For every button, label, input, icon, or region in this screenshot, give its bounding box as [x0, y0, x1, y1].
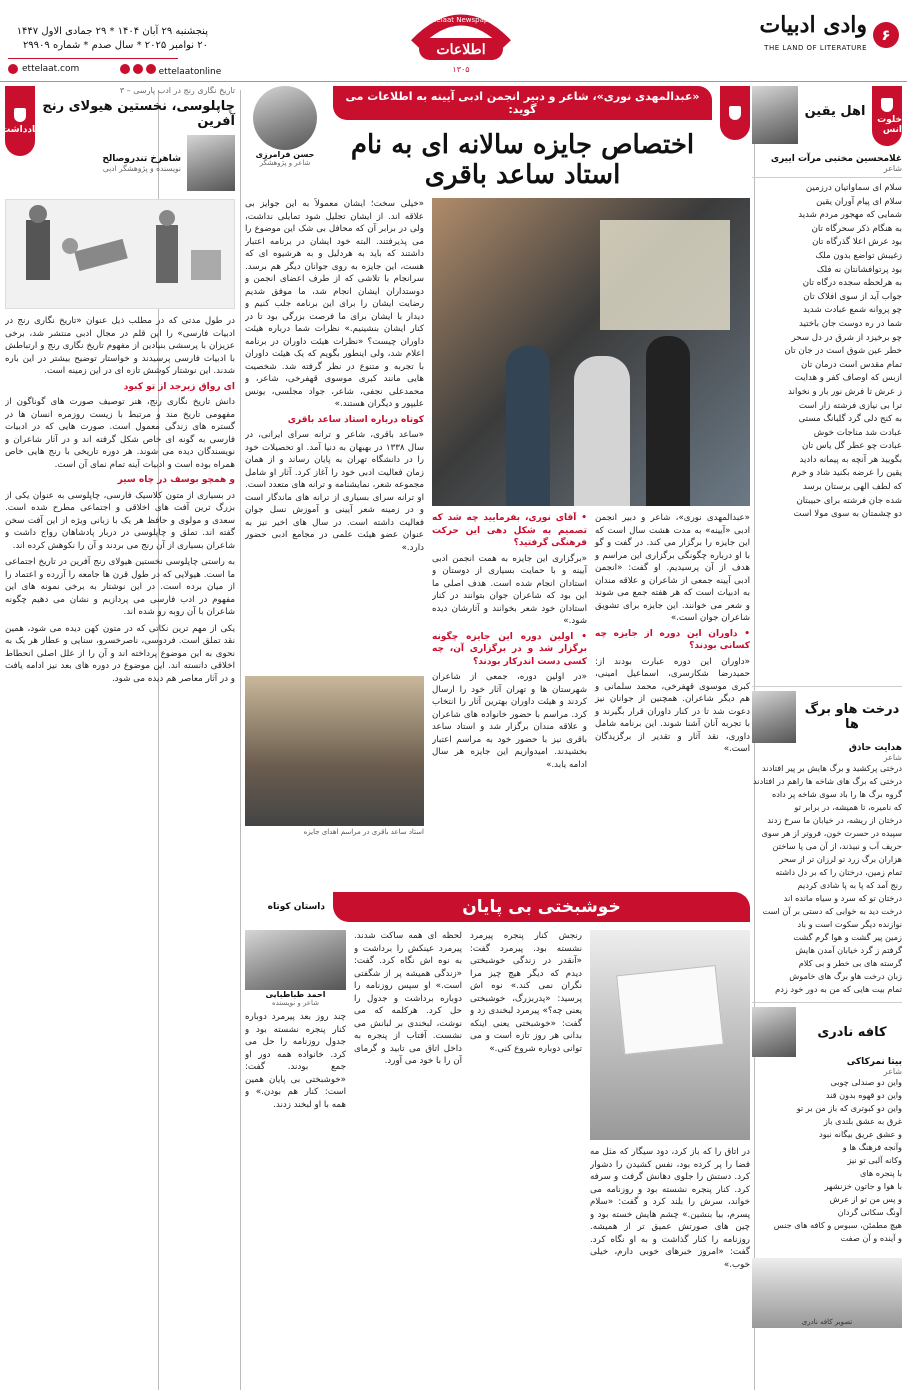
award-ceremony-photo [432, 198, 750, 506]
feature-title: اهل یقین [804, 104, 866, 119]
poem-line: گرسته های بی خطر و بی کلام [798, 958, 902, 968]
poem-line: هزاران برگ زرد تو لرزان تر از سحر [779, 854, 902, 864]
poem-line: نوازنده دیگر سکوت است و باد [797, 919, 902, 929]
poem-line: ز عرش تا فرش نور بار و نخواند [788, 386, 902, 397]
reporter-photo [253, 86, 317, 150]
poem-line: وکانه آلبی تو نیز [847, 1155, 902, 1165]
story-body-b: رنجش کنار پنجره پیرمرد نشسته بود. پیرمرد گفت: «آنقدر در زندگی خوشبختی دیدم که دیگر هیچ چیز مرا نگران نمی کند.» نوه اش پرسید: «پدربزرگ، خوشبختی یعنی چه؟» پیرمرد لبخندی زد و گفت: «خوشبختی یعنی اینکه بدانی هر روز تازه است و می توانی دوباره شروع کنی.» [470, 931, 582, 1054]
series-label: تاریخ نگاری رنج در ادب پارسی – ۳ [119, 86, 235, 95]
logo-year: ۱۳۰۵ [452, 65, 470, 74]
poem-line: دو چشمتان به سوی مولا است [793, 509, 902, 520]
youtube-icon [146, 64, 156, 74]
column-divider [240, 90, 241, 1390]
poem-line: که لطف الهی برستان برسد [802, 482, 902, 493]
poet-name: غلامحسین مختبی مرآت اییری [770, 154, 902, 164]
logo-text: اطلاعات [436, 42, 486, 58]
feature2-title: درخت هاو برگ ها [804, 702, 900, 732]
poet-role: شاعر [883, 164, 902, 173]
page-header [0, 0, 907, 82]
cafe-photo-caption: تصویر کافه نادری [801, 1318, 853, 1326]
poem-line: با هوا و جاتون خزنشهر [824, 1181, 902, 1191]
website-link[interactable]: ettelaat.com [8, 64, 79, 74]
poem-line: وآنجه فرهنگ ها و [842, 1142, 902, 1152]
poem-line: درختان تو که سرد و سیاه مانده اند [783, 893, 902, 903]
poem-line: جواب آید از سوی افلاک تان [803, 291, 902, 302]
date-line-1: پنجشنبه ۲۹ آبان ۱۴۰۴ * ۲۹ جمادی الاول ۱۴۴۷ [16, 26, 208, 37]
poet2-name: هدایت حاذق [848, 743, 902, 753]
poem2-body [752, 762, 902, 998]
poem-line: زغیبش تواضع بدون ملک [815, 250, 902, 261]
section-title: وادی ادبیات [759, 12, 867, 38]
poem-line: ازبس که اوصاف کفر و هدایت [794, 373, 902, 384]
section-badge: خلوت انس [872, 86, 902, 146]
author-name: شاهرخ تندروصالح [102, 153, 181, 164]
poet3-role: شاعر [883, 1067, 902, 1076]
twitter-icon [133, 64, 143, 74]
poem-line: چو برخیزد از شرق در دل سحر [791, 332, 902, 343]
poem-line: زبان درخت هاو برگ های خاموش [789, 971, 902, 981]
poem-line: درختان از ریشه، در خیابان ما سرخ زدند [767, 815, 902, 825]
interview-body-left: «خیلی سخت؛ ایشان معمولاً به این جوایز بی علاقه اند. از ایشان تجلیل شود تمایلی نداشت، ولی در برابر آن که محافل بی شک این موضوع را می پذیرفتند. البته خود ایشان در برنامه اعتبار داشتند که باید به هردلیل و به هرشیوه ای که هست، این جایزه به روی جوانان دیگر هم برسد. سرانجام با تلاشی که از طرف اعضای انجمن و دوستداران ایشان انجام شد، ما موفق شدیم رضایت ایشان را برای این برنامه جلب کنیم و دیدار با ایشان برای ما فرصت بزرگی بود تا در کنار ایشان بنشینیم.» نظرات شما درباره هیئت داوران چیست؟ «نظرات هیئت داوران در برنامه اعلام شد، ولی اینطور بگویم که یک هیئت داوران با تجربه و متنوع در نظر گرفته شد. شخصیت هایی مانند کبری موسوی قهفرخی، شاعر، و محمدعلی نجفی، شاعر، جواد مجلسی، یونس علیپور و دیگران هستند.» کوتاه درباره استاد ساعد باقری «ساعد باقری، شاعر و ترانه سرای ایرانی، در سال ۱۳۳۸ در بهبهان به دنیا آمد. او تحصیلات خود را در دانشگاه تهران به پایان رساند و از همان زمان فعالیت ادبی خود را آغاز کرد. آثار او شامل مجموعه شعر، نمایشنامه و ترانه های متعدد است. او ترانه سرای بسیاری از ترانه های ماندگار است و در زمینه شعر آیینی و آموزش نسل جوان فعالیت داشته است. در سال های اخیر نیز به عنوان عضو هیئت علمی در مجامع ادبی حضور دارد.» [245, 199, 424, 553]
poem-line: درختی که برگ های شاخه ها راهم در افتادند [753, 776, 902, 786]
logo-top-text: Ettelaat Newspaper [426, 16, 496, 24]
interview-badge [720, 86, 750, 140]
story-body-c: لحظه ای همه ساکت شدند. پیرمرد عینکش را برداشت و به نوه اش نگاه کرد. گفت: «زندگی همیشه پر از شگفتی است.» او سپس روزنامه را دوباره برداشت و جدول را حل کرد. هرکلمه که می نوشت، لبخندی بر لبانش می نشست. آفتاب از پنجره به داخل اتاق می تابید و گرمای آن را با خود می آورد. [354, 931, 462, 1066]
poem-line: که نامیره، تا همیشه، در برابر تو [794, 802, 902, 812]
poet3-name: بیتا نمرکاکی [846, 1057, 902, 1067]
poem-line: بود پرتوافشانتان نه فلک [816, 264, 902, 275]
poem3-body [752, 1076, 902, 1254]
story-body-a: در اتاق را که باز کرد، دود سیگار که مثل مه فضا را پر کرده بود، نفس کشیدن را دشوار کرد. دستش را جلوی دهانش گرفت و سرفه کرد. کنار پنجره نشسته بود و روزنامه می خواند، سرش را بلند کرد و گفت: «سلام پسرم، بیا بنشین.» چشم هایش خسته بود و چین های صورتش عمیق تر از همیشه. روزنامه را کنار گذاشت و به او نگاه کرد. گفت: «امروز خبرهای خوبی دارم، خیلی خوب.» [590, 1147, 750, 1270]
reporter-role: شاعر و پژوهشگر [259, 159, 311, 167]
poem-line: خطر عین شوق است در جان تان [784, 346, 902, 357]
telegram-icon [120, 64, 130, 74]
poem-body [752, 182, 902, 682]
poem-line: شده جان فرشته برای حبیبتان [796, 495, 902, 506]
poem-line: شما در ره دوست جان باختید [799, 318, 902, 329]
poem-line: حریف آب و نبیذند، از آن می پا ساختن [772, 841, 902, 851]
poem-line: شمایی که مهجور مردم شدید [798, 210, 902, 221]
ink-bottle-icon [14, 108, 26, 122]
poem-line: گرفتم ز گرد خیابان آمدن هایش [795, 945, 902, 955]
poem-line: رنج آمد که پا به پا شادی کردیم [797, 880, 902, 890]
story-author-role: شاعر و نویسنده [271, 999, 320, 1007]
flattery-cartoon-icon [6, 200, 234, 308]
short-story [245, 892, 750, 1397]
poem-line: سلام ای پیام آوران یقین [816, 196, 902, 207]
poem-line: درخت دید به خوابی که دستی بر آن است [762, 906, 902, 916]
poem-line: واین دو کبوتری که باز من بر تو [796, 1103, 902, 1113]
poet-photo [752, 86, 798, 144]
story-label: داستان کوتاه [267, 902, 325, 912]
poem-line: تمام مقدس است درمان تان [800, 359, 902, 370]
section-subtitle: THE LAND OF LITERATURE [764, 44, 867, 52]
story-author-name: احمد طباطبایی [265, 990, 326, 999]
poet2-photo [752, 691, 796, 743]
right-column [752, 86, 902, 1396]
poem-line: گروه برگ ها را باد سوی شاخه پر داده [771, 789, 902, 799]
poem-line: و آینده و آن صفت [840, 1233, 902, 1243]
poem-line: درختی پرکشید و برگ هایش بر پیر افتادند [762, 763, 902, 773]
poem-line: واین دو صندلی چوبی [830, 1077, 902, 1087]
cafe-photo [752, 1258, 902, 1328]
poem-line: با پنجره های [859, 1168, 902, 1178]
poem-line: تمام بیت هایی که من به دور خود زدم [775, 984, 902, 994]
poem-line: ترا بی نیازی فرشته زار است [798, 400, 902, 411]
story-body-d: چند روز بعد پیرمرد دوباره کنار پنجره نشسته بود و جدول روزنامه را حل می کرد. خانواده همه دور او جمع بودند. گفت: «خوشبختی بی پایان همین است: کنار هم بودن.» و همه با او لبخند زدند. [245, 1012, 346, 1110]
left-column [1, 86, 235, 1396]
poem-line: سپیده در حسرت خون، فروتر از هر سوی [761, 828, 902, 838]
story-title: خوشبختی بی پایان [333, 892, 750, 922]
poem-line: عبادت شد مناجات خوش [813, 427, 902, 438]
poem-line: به هنگام ذکر سحرگاه تان [811, 223, 902, 234]
social-handles[interactable]: ettelaatonline [120, 64, 221, 77]
poem-line: تمام زمین، درختان را که بر دل داشته [775, 867, 902, 877]
column-badge: یادداشت [5, 86, 35, 156]
newspaper-logo [405, 2, 517, 78]
poem-line: هیچ مطمئن، سبوس و کافه های جنس [773, 1220, 902, 1230]
interview-body-right: «عبدالمهدی نوری»، شاعر و دبیر انجمن ادبی «آیینه» به مدت هشت سال است که این جایزه را برگزار می کند. در گفت و گو با او درباره چگونگی برگزاری این مراسم و هدف از آن پرسیدیم. او گفت: «انجمن ادبی آیینه جمعی از شاعران و علاقه مندان به ادبیات است که هر هفته جمع می شوند و شعر می خوانند. این جایزه برای تشویق شاعران جوان است.» • داوران این دوره از جایزه چه کسانی بودند؟ «داوران این دوره عبارت بودند از: حمیدرضا شکارسری، اسماعیل امینی، کبری موسوی قهفرخی، محمد سلمانی و هم دیگر شاعران. همچنین از جوانان نیز دعوت شد تا در کنار داوران قرار بگیرند و با تجربه آنان آشنا شوند. این برنامه شامل داوری، نقد آثار و تقدیر از برگزیدگان است.» • آقای نوری، بفرمایید چه شد که تصمیم به شکل دهی این حرکت فرهنگی گرفتید؟ «برگزاری این جایزه به همت انجمن ادبی آیینه و با حمایت بسیاری از دوستان و استادان انجام شده است. هدف اصلی ما این بود که شاعران جوان بتوانند در کنار استادان خود شعر بخوانند و آثارشان دیده شود.» • اولین دوره این جایزه چگونه برگزار شد و در برگزاری آن، چه کسی دست اندرکار بودند؟ «در اولین دوره، جمعی از شاعران شهرستان ها و تهران آثار خود را ارسال کردند و هیئت داوران بهترین آثار را انتخاب کرد. مراسم با حضور خانواده های شاعران و علاقه مندان برگزار شد و استاد ساعد باقری نیز با حضور خود به مراسم اعتبار بخشیدند. امیدواریم این جایزه هر سال ادامه یابد.» [432, 513, 750, 770]
poem-line: به کنج دلی گرد گلبانگ مستی [798, 414, 902, 425]
main-interview [245, 86, 750, 886]
instagram-icon [8, 64, 18, 74]
poem-line: چو پروانه شمع عبادت شدید [803, 305, 902, 316]
poet3-photo [752, 1007, 796, 1057]
poet2-role: شاعر [883, 753, 902, 762]
poem-line: سلام ای سماواتیان درزمین [805, 183, 902, 193]
poem-line: آونگ سکانی گردان [837, 1207, 902, 1217]
ink-bottle-icon [881, 98, 893, 112]
poem-line: واین دو قهوه بدون قند [825, 1090, 902, 1100]
poem-line: یقین را عرضه بکنید شاد و خرم [791, 468, 902, 479]
photo-caption: استاد ساعد باقری در مراسم اهدای جایزه [303, 828, 424, 836]
author-photo [187, 135, 235, 191]
article-title: چاپلوسی، نخستین هیولای رنج آفرین [42, 99, 235, 129]
story-photo [590, 930, 750, 1140]
headline: اختصاص جایزه سالانه ای به نام استاد ساعد باقری [350, 130, 695, 190]
article-body: در طول مدتی که در مطلب ذیل عنوان «تاریخ نگاری رنج در ادبیات فارسی» را این قلم در مجال ادبی منتشر شد، برخی عزیزان با پرسشی بنیادین از مفهوم تاریخ نگاری رنج و ارتباطش با ادبیات فارسی پرسیدند و خواستار توضیح بیشتر در این باره شدند. این نوشتار کوشش تازه ای در این زمینه است. ای رواق زبرجد از تو کبود دانش تاریخ نگاری رنج، هنر توصیف صورت های گوناگون از مفهومی تاریخ مند و مرتبط با زیست روزمره انسان ها در گستره های زندگی معمول است. صورت هایی که در ادبیات فارسی به گونه ای خاص شکل گرفته اند و در آثار شاعران و نویسندگان دیده می شوند. هر دوره تاریخی با رنج هایی خاص همراه بوده است و ادبیات آینه تمام نمای آن است. و همچو بوسف در چاه سیر در بسیاری از متون کلاسیک فارسی، چاپلوسی به عنوان یکی از بزرگ ترین آفت های اخلاقی و اجتماعی مطرح شده است. سعدی و مولوی و حافظ هر یک با زبانی ویژه از این آفت سخن گفته اند. تملق و چاپلوسی در دربار پادشاهان رواج داشت و شاعران بسیاری از آن رنج می بردند و آن را نکوهش کرده اند. به راستی چاپلوسی نخستین هیولای رنج آفرین در تاریخ اجتماعی ما است. هیولایی که در طول قرن ها جامعه را آزرده و اعتماد را از میان برده است. در این نوشتار به برخی نمونه های این مفهوم در ادب فارسی می پردازیم و نشان می دهیم چگونه شاعران با آن روبه رو شده اند. یکی از مهم ترین نکاتی که در متون کهن دیده می شود، همین نقد تملق است. فردوسی، ناصرخسرو، سنایی و عطار هر یک به نحوی به این موضوع پرداخته اند و آن را از علل اصلی انحطاط اخلاقی دانسته اند. این موضوع در دوره های بعد نیز ادامه یافت و در آثار معاصر هم دیده می شود. [5, 316, 235, 684]
poem-line: عبادت چو عطر گل یاس تان [801, 441, 902, 452]
poem-line: زمین پیر گشت و هوا گرم گشت [793, 932, 902, 942]
page-number: ۶ [873, 22, 899, 48]
reporter-name: حسن فرامرزی [255, 150, 315, 159]
poem-line: و پس من تو از عرش [829, 1194, 902, 1204]
headline-kicker: «عبدالمهدی نوری»، شاعر و دبیر انجمن ادبی آیینه به اطلاعات می گوید: [333, 86, 712, 120]
ink-bottle-icon [729, 106, 741, 120]
cartoon-illustration [5, 199, 235, 309]
group-photo [245, 676, 424, 826]
poem-line: و عشق عریق بیگانه نبود [819, 1129, 902, 1139]
feature3-title: کافه نادری [817, 1024, 887, 1040]
poem-line: غرق به عشق بلندی باز [823, 1116, 902, 1126]
author-role: نویسنده و پژوهشگر ادبی [102, 163, 181, 173]
poem-line: بگویید هر آنچه به پیمانه دادید [799, 454, 902, 465]
date-line-2: ۲۰ نوامبر ۲۰۲۵ * سال صدم * شماره ۲۹۹۰۹ [22, 40, 208, 51]
poem-line: به هرلحظه سجده درگاه تان [802, 278, 902, 289]
poem-line: بود عرش اعلا گذرگاه تان [812, 237, 902, 248]
story-author-photo [245, 930, 346, 990]
header-rule [8, 58, 178, 59]
